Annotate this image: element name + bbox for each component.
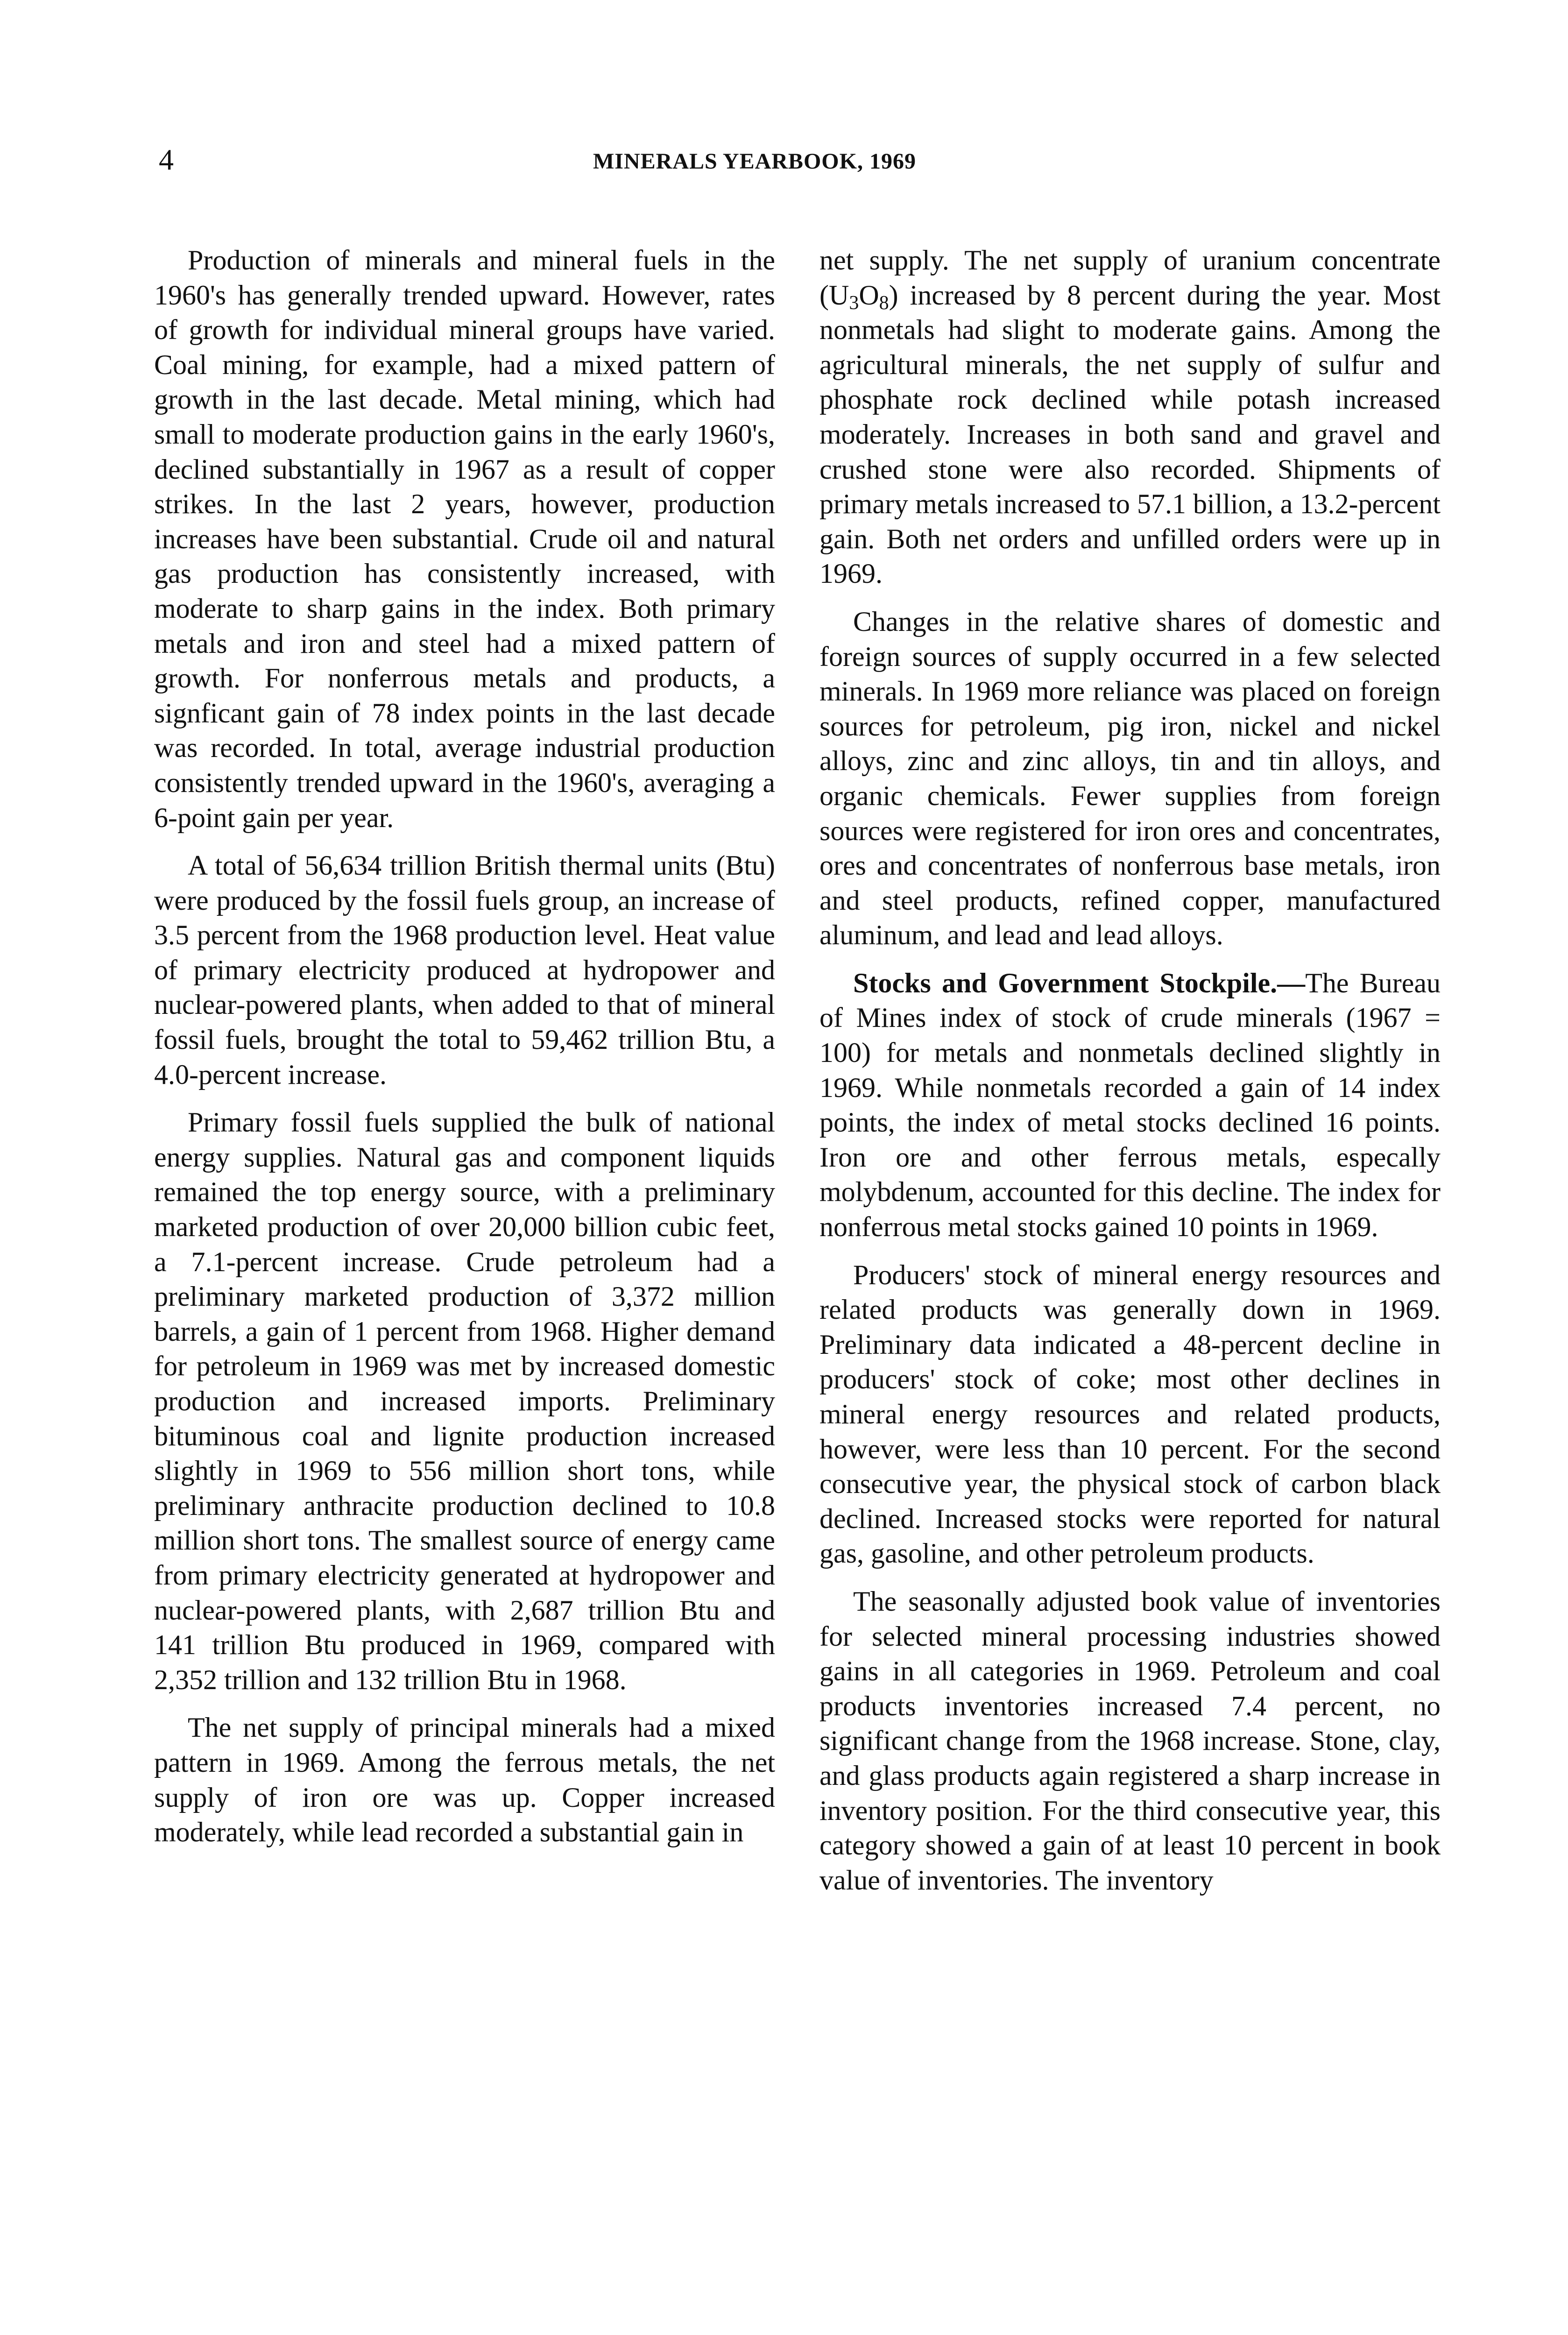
paragraph: Changes in the relative shares of domestic and foreign sources of supply occurred in a few selected minerals. In 1969 more reliance was placed on foreign sources for petroleum, pig iron, nickel and nickel alloys, zinc and zinc alloys, tin and tin alloys, and organic chemicals. Fewer supplies from foreign sources were registered for iron ores and concentrates, ores and concentrates of nonferrous base metals, iron and steel products, refined copper, manufactured aluminum, and lead and lead alloys. xyxy=(819,606,1441,951)
paragraph xyxy=(819,243,1441,591)
paragraph: The seasonally adjusted book value of inventories for selected mineral processing industries showed gains in all categories in 1969. Petroleum and coal products inventories increased 7.4 percent, no significant change from the 1968 increase. Stone, clay, and glass products again registered a sharp increase in inventory position. For the third consecutive year, this category showed a gain of at least 10 percent in book value of inventories. The inventory xyxy=(819,1585,1441,1896)
text-run: O xyxy=(859,279,879,311)
running-head: MINERALS YEARBOOK, 1969 xyxy=(593,149,916,174)
paragraph: Primary fossil fuels supplied the bulk of national energy supplies. Natural gas and component liquids remained the top energy source, with a preliminary marketed production of over 20,000 billion cubic feet, a 7.1-percent increase. Crude petroleum had a preliminary marketed production of 3,372 million barrels, a gain of 1 percent from 1968. Higher demand for petroleum in 1969 was met by increased domestic production and increased imports. Preliminary bituminous coal and lignite production increased slightly in 1969 to 556 million short tons, while preliminary anthracite production declined to 10.8 million short tons. The smallest source of energy came from primary electricity generated at hydropower and nuclear-powered plants, with 2,687 trillion Btu and 141 trillion Btu produced in 1969, compared with 2,352 trillion and 132 trillion Btu in 1968. xyxy=(154,1107,775,1695)
paragraph: A total of 56,634 trillion British thermal units (Btu) were produced by the fossil fuels group, an increase of 3.5 percent from the 1968 production level. Heat value of primary electricity produced at hydropower and nuclear-powered plants, when added to that of mineral fossil fuels, brought the total to 59,462 trillion Btu, a 4.0-percent increase. xyxy=(154,850,775,1090)
text-run: ) increased by 8 percent during the year. Most nonmetals had slight to moderate gains. Among the agricultural minerals, the net supply of sulfur and phosphate rock declined while potash increased moderately. Increases in both sand and gravel and crushed stone were also recorded. Shipments of primary metals increased to 57.1 billion, a 13.2-percent gain. Both net orders and unfilled orders were up in 1969. xyxy=(819,279,1441,589)
subscript: 8 xyxy=(879,292,889,314)
paragraph: Production of minerals and mineral fuels in the 1960's has generally trended upward. However, rates of growth for individual mineral groups have varied. Coal mining, for example, had a mixed pattern of growth in the last decade. Metal mining, which had small to moderate production gains in the early 1960's, declined substantially in 1967 as a result of copper strikes. In the last 2 years, however, production increases have been substantial. Crude oil and natural gas production has consistently increased, with moderate to sharp gains in the index. Both primary metals and iron and steel had a mixed pattern of growth. For nonferrous metals and products, a signficant gain of 78 index points in the last decade was recorded. In total, average industrial production consistently trended upward in the 1960's, averaging a 6-point gain per year. xyxy=(154,245,775,833)
section-heading: Stocks and Government Stockpile.— xyxy=(853,967,1306,998)
left-column xyxy=(154,243,775,1863)
paragraph: The net supply of principal minerals had a mixed pattern in 1969. Among the ferrous metals, the net supply of iron ore was up. Copper increased moderately, while lead recorded a substantial gain in xyxy=(154,1712,775,1848)
page-number: 4 xyxy=(159,143,174,176)
paragraph xyxy=(819,966,1441,1245)
subscript: 3 xyxy=(849,292,859,314)
paragraph: Producers' stock of mineral energy resources and related products was generally down in 1969. Preliminary data indicated a 48-percent decline in producers' stock of coke; most other declines in mineral energy resources and related products, however, were less than 10 percent. For the second consecutive year, the physical stock of carbon black declined. Increased stocks were reported for natural gas, gasoline, and other petroleum products. xyxy=(819,1259,1441,1569)
text-run: The Bureau of Mines index of stock of crude minerals (1967 = 100) for metals and nonmetals declined slightly in 1969. While nonmetals recorded a gain of 14 index points, the index of metal stocks declined 16 points. Iron ore and other ferrous metals, especally molybdenum, accounted for this decline. The index for nonferrous metal stocks gained 10 points in 1969. xyxy=(819,967,1441,1243)
right-column xyxy=(819,243,1441,1910)
text-run: net supply. The net supply of uranium concentrate (U xyxy=(819,245,1441,311)
